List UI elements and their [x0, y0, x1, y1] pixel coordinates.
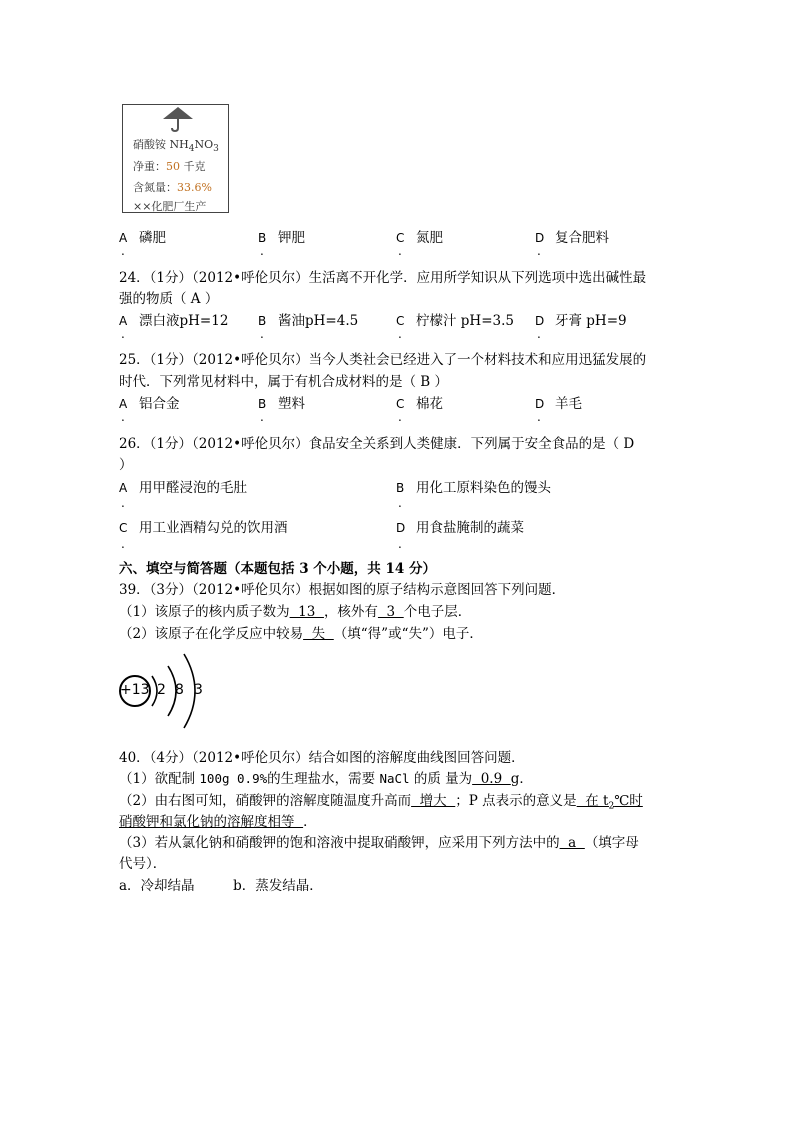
- q25-option-b: B 塑料: [258, 396, 305, 412]
- q40-answer-mass: 0.9: [472, 771, 511, 787]
- q39-answer-protons: 13: [289, 604, 324, 620]
- q26-option-b: B 用化工原料染色的馒头: [396, 480, 551, 496]
- q39-answer-shells: 3: [377, 604, 404, 620]
- q40-part2: （2）由右图可知，硝酸钾的溶解度随温度升高而 增大 ；P 点表示的意义是 在 $t_2℃$时: [119, 793, 643, 812]
- label-maker-line: ××化肥厂生产: [133, 200, 207, 213]
- q26-stem-line1: 26．（1分）（2012•呼伦贝尔）食品安全关系到人类健康．下列属于安全食品的是（ D: [119, 436, 635, 452]
- q25-option-c: C 棉花: [396, 396, 443, 412]
- q24-option-d: D 牙膏 pH=9: [535, 313, 627, 329]
- atom-structure-diagram: [118, 648, 218, 734]
- q40-part2-cont: 硝酸钾和氯化钠的溶解度相等 ．: [119, 814, 317, 830]
- q39-part2: （2）该原子在化学反应中较易 失 （填“得”或“失”）电子．: [119, 626, 483, 642]
- q25-stem-line1: 25．（1分）（2012•呼伦贝尔）当今人类社会已经进入了一个材料技术和应用迅猛发展的: [119, 352, 647, 368]
- section-6-title: 六、填空与简答题（本题包括 3 个小题，共 14 分）: [119, 561, 436, 577]
- label-nitrogen-line: 含氮量：33.6%: [133, 181, 212, 194]
- label-name-line: 硝酸铵 $NH_4NO_3$: [133, 138, 219, 155]
- atom-shell-1: 2: [157, 682, 166, 698]
- q24-stem-line1: 24．（1分）（2012•呼伦贝尔）生活离不开化学．应用所学知识从下列选项中选出碱性最: [119, 270, 647, 286]
- q39-answer-lose: 失: [303, 626, 334, 642]
- q25-option-d: D 羊毛: [535, 396, 582, 412]
- q25-option-a: A 铝合金: [119, 396, 180, 412]
- q23-option-a: A 磷肥: [119, 230, 166, 246]
- q40-part1: （1）欲配制 100g 0.9%的生理盐水，需要 NaCl 的质 量为 0.9 g．: [119, 771, 533, 787]
- q25-stem-line2: 时代．下列常见材料中，属于有机合成材料的是（ B ）: [119, 374, 449, 390]
- q26-option-d: D 用食盐腌制的蔬菜: [396, 520, 524, 536]
- atom-nucleus-charge: +13: [120, 682, 150, 698]
- q40-part3-cont: 代号）．: [119, 856, 167, 872]
- atom-shell-2: 8: [175, 682, 184, 698]
- q23-option-b: B 钾肥: [258, 230, 305, 246]
- q39-part1: （1）该原子的核内质子数为 13 ，核外有 3 个电子层．: [119, 604, 472, 620]
- q26-stem-line2: ）: [119, 457, 133, 473]
- q40-answer-method: a: [559, 835, 585, 851]
- q40-choices: a．冷却结晶 b．蒸发结晶．: [119, 878, 323, 894]
- q23-option-c: C 氮肥: [396, 230, 443, 246]
- label-weight-line: 净重：50 千克: [133, 160, 206, 173]
- q26-option-a: A 用甲醛浸泡的毛肚: [119, 480, 247, 496]
- q24-option-b: B 酱油pH=4.5: [258, 313, 359, 329]
- q24-option-c: C 柠檬汁 pH=3.5: [396, 313, 514, 329]
- q40-part3: （3）若从氯化钠和硝酸钾的饱和溶液中提取硝酸钾，应采用下列方法中的 a （填字母: [119, 835, 639, 851]
- q26-option-c: C 用工业酒精勾兑的饮用酒: [119, 520, 288, 536]
- umbrella-icon: [161, 106, 195, 132]
- fertilizer-label-image: [122, 104, 229, 213]
- q24-option-a: A 漂白液pH=12: [119, 313, 229, 329]
- q24-stem-line2: 强的物质（ A ）: [119, 291, 219, 307]
- q40-answer-p-meaning: 在 $t_2℃$时: [576, 793, 643, 812]
- q39-stem: 39．（3分）（2012•呼伦贝尔）根据如图的原子结构示意图回答下列问题．: [119, 582, 566, 598]
- q40-stem: 40．（4分）（2012•呼伦贝尔）结合如图的溶解度曲线图回答问题．: [119, 750, 525, 766]
- q23-option-d: D 复合肥料: [535, 230, 609, 246]
- q40-answer-increase: 增大: [411, 793, 456, 809]
- atom-shell-3: 3: [194, 682, 203, 698]
